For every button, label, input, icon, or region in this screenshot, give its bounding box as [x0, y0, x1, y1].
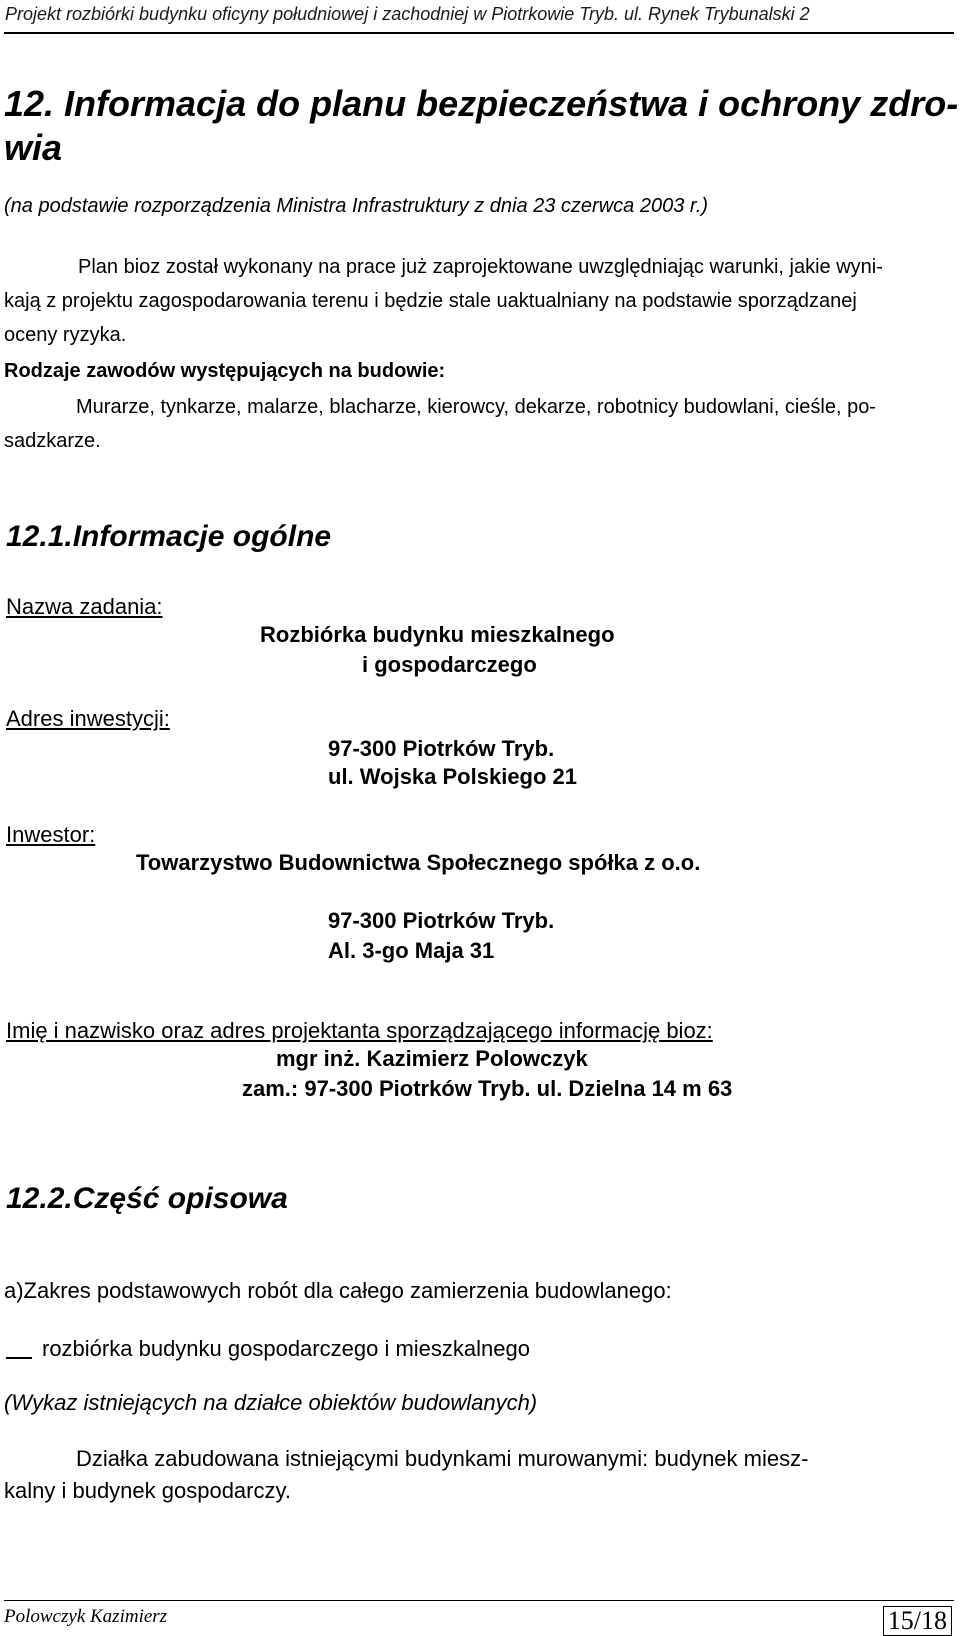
trades-line-2: sadzkarze.: [4, 430, 101, 452]
existing-line1: Działka zabudowana istniejącymi budynkami murowanymi: budynek miesz-: [76, 1446, 809, 1471]
address-line2: ul. Wojska Polskiego 21: [328, 764, 578, 789]
investor-address-line1: 97-300 Piotrków Tryb.: [328, 908, 555, 933]
scope-item: rozbiórka budynku gospodarczego i mieszkalnego: [42, 1336, 530, 1361]
existing-heading: (Wykaz istniejących na działce obiektów budowlanych): [4, 1390, 538, 1415]
investor-name: Towarzystwo Budownictwa Społecznego spółka z o.o.: [136, 850, 701, 875]
legal-basis: (na podstawie rozporządzenia Ministra Infrastruktury z dnia 23 czerwca 2003 r.): [4, 195, 709, 217]
investor-address-line2: Al. 3-go Maja 31: [328, 938, 495, 963]
intro-line-2: kają z projektu zagospodarowania terenu i będzie stale uaktualniany na podstawie sporządzanej: [4, 290, 857, 312]
designer-name: mgr inż. Kazimierz Polowczyk: [276, 1046, 588, 1071]
task-value-line1: Rozbiórka budynku mieszkalnego: [260, 622, 615, 647]
scope-heading: a)Zakres podstawowych robót dla całego zamierzenia budowlanego:: [4, 1278, 672, 1303]
list-dash: [6, 1357, 32, 1359]
section-12-heading-line1: 12. Informacja do planu bezpieczeństwa i ochrony zdro-: [4, 83, 959, 124]
section-12-1-heading: 12.1.Informacje ogólne: [6, 520, 332, 553]
task-value-line2: i gospodarczego: [362, 652, 537, 677]
investor-label: Inwestor:: [6, 822, 96, 847]
page-number: 15/18: [883, 1606, 952, 1636]
address-line1: 97-300 Piotrków Tryb.: [328, 736, 555, 761]
existing-line2: kalny i budynek gospodarczy.: [4, 1478, 291, 1503]
intro-line-3: oceny ryzyka.: [4, 324, 127, 346]
address-label: Adres inwestycji:: [6, 706, 170, 731]
section-12-heading-line2: wia: [4, 127, 63, 168]
section-12-2-heading: 12.2.Część opisowa: [6, 1182, 288, 1215]
header-rule: [4, 32, 954, 34]
footer-rule: [4, 1600, 954, 1601]
intro-line-1: Plan bioz został wykonany na prace już zaprojektowane uwzględniając warunki, jakie wyni-: [78, 256, 883, 278]
designer-label: Imię i nazwisko oraz adres projektanta sporządzającego informację bioz:: [6, 1018, 713, 1043]
designer-address: zam.: 97-300 Piotrków Tryb. ul. Dzielna 14 m 63: [242, 1076, 733, 1101]
trades-heading: Rodzaje zawodów występujących na budowie:: [4, 360, 446, 382]
task-label: Nazwa zadania:: [6, 594, 163, 619]
running-header: Projekt rozbiórki budynku oficyny południowej i zachodniej w Piotrkowie Tryb. ul. Rynek Trybunalski 2: [5, 4, 810, 24]
trades-line-1: Murarze, tynkarze, malarze, blacharze, kierowcy, dekarze, robotnicy budowlani, cieśle, po-: [76, 396, 876, 418]
footer-author: Polowczyk Kazimierz: [4, 1606, 168, 1627]
